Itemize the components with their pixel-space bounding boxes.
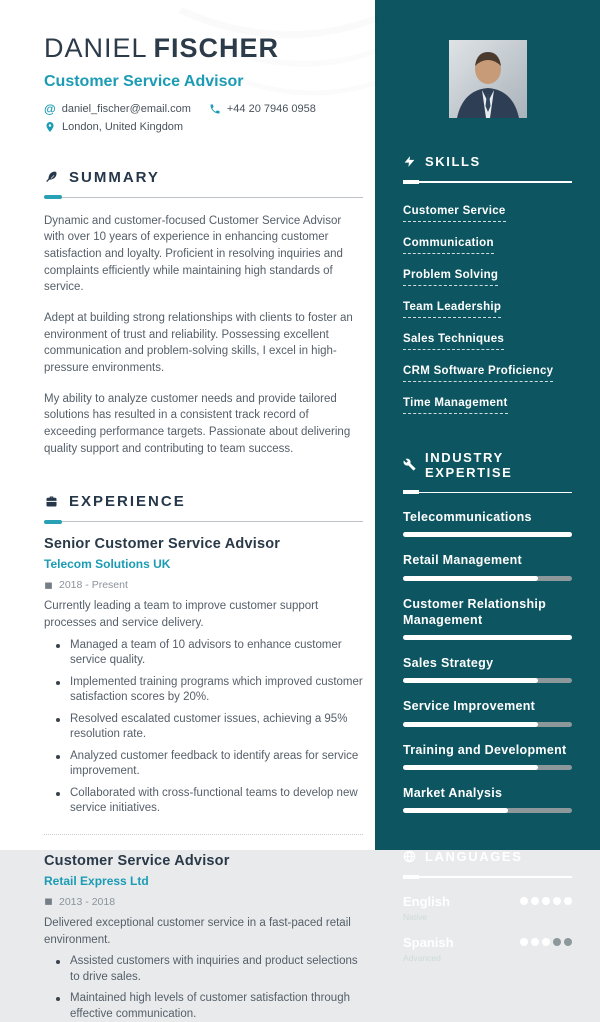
language-level-label: Native bbox=[403, 911, 428, 922]
job-company: Retail Express Ltd bbox=[44, 873, 149, 888]
level-dot bbox=[564, 897, 572, 905]
experience-rule bbox=[44, 521, 363, 522]
expertise-item bbox=[403, 785, 572, 813]
summary-paragraph: Adept at building strong relationships with clients to foster an environment of trust and reliability. Possessing excellent communication and problem-solving skills, I excel in high-pressure environments. bbox=[44, 312, 353, 375]
level-dot bbox=[564, 938, 572, 946]
briefcase-icon bbox=[44, 494, 59, 509]
job-bullet: Managed a team of 10 advisors to enhance customer service quality. bbox=[44, 638, 363, 669]
expertise-bar-fill bbox=[403, 765, 538, 770]
experience-heading bbox=[44, 493, 363, 510]
language-level-label: Advanced bbox=[403, 952, 441, 963]
skills-rule bbox=[403, 181, 572, 183]
profile-photo-image bbox=[449, 40, 527, 118]
lightning-icon bbox=[403, 155, 416, 168]
job-company: Telecom Solutions UK bbox=[44, 557, 171, 572]
expertise-bar-fill bbox=[403, 532, 572, 537]
language-level-dots bbox=[520, 938, 572, 946]
last-name: FISCHER bbox=[153, 33, 280, 63]
expertise-bar-track bbox=[403, 765, 572, 770]
location-pin-icon bbox=[44, 121, 56, 133]
contact-row-2 bbox=[44, 121, 363, 133]
experience-title: EXPERIENCE bbox=[69, 493, 186, 511]
quill-icon bbox=[44, 170, 59, 185]
profile-photo bbox=[449, 40, 527, 118]
experience-section bbox=[44, 493, 363, 1022]
job-bullets bbox=[44, 954, 363, 1022]
skill-item bbox=[403, 361, 572, 382]
skill-label: Team Leadership bbox=[403, 301, 501, 318]
at-icon: @ bbox=[44, 101, 56, 116]
expertise-label: Market Analysis bbox=[403, 785, 503, 800]
job-title: Customer Service Advisor bbox=[44, 852, 230, 869]
level-dot bbox=[520, 897, 528, 905]
candidate-title: Customer Service Advisor bbox=[44, 72, 244, 90]
phone-value[interactable]: +44 20 7946 0958 bbox=[226, 102, 316, 115]
expertise-item bbox=[403, 552, 572, 580]
expertise-bar-track bbox=[403, 678, 572, 683]
level-dot bbox=[531, 938, 539, 946]
expertise-bar-fill bbox=[403, 808, 508, 813]
language-row bbox=[403, 894, 572, 909]
level-dot bbox=[553, 938, 561, 946]
email-item bbox=[44, 103, 191, 115]
skill-label: Sales Techniques bbox=[403, 333, 504, 350]
language-item bbox=[403, 935, 572, 963]
expertise-rule bbox=[403, 492, 572, 494]
job-bullet: Resolved escalated customer issues, achieving a 95% resolution rate. bbox=[44, 712, 363, 743]
skill-label: Problem Solving bbox=[403, 269, 498, 286]
job-bullet: Assisted customers with inquiries and product selections to drive sales. bbox=[44, 954, 363, 985]
expertise-bar-track bbox=[403, 576, 572, 581]
calendar-icon bbox=[44, 897, 53, 906]
skills-list bbox=[403, 201, 572, 414]
expertise-label: Customer Relationship Management bbox=[403, 596, 547, 627]
expertise-bar-fill bbox=[403, 678, 538, 683]
skill-item bbox=[403, 393, 572, 414]
skill-item bbox=[403, 233, 572, 254]
jobs-list bbox=[44, 536, 363, 1022]
job-description: Delivered exceptional customer service in a fast-paced retail environment. bbox=[44, 916, 351, 946]
expertise-bar-track bbox=[403, 532, 572, 537]
location-value: London, United Kingdom bbox=[62, 120, 184, 133]
expertise-section bbox=[403, 450, 572, 814]
summary-title: SUMMARY bbox=[69, 168, 160, 186]
expertise-label: Telecommunications bbox=[403, 510, 532, 524]
contact-row-1 bbox=[44, 103, 363, 115]
expertise-item bbox=[403, 509, 572, 537]
skills-section bbox=[403, 154, 572, 414]
job-divider bbox=[44, 834, 363, 835]
expertise-list bbox=[403, 509, 572, 813]
expertise-heading bbox=[403, 450, 572, 480]
languages-title: LANGUAGES bbox=[425, 849, 523, 864]
job-dates bbox=[44, 896, 363, 908]
skill-item bbox=[403, 297, 572, 318]
job-bullet: Implemented training programs which improved customer satisfaction scores by 20%. bbox=[44, 675, 363, 706]
skill-label: Time Management bbox=[403, 397, 508, 414]
skill-label: Communication bbox=[403, 237, 494, 254]
language-level-dots bbox=[520, 897, 572, 905]
summary-section bbox=[44, 169, 363, 458]
languages-heading bbox=[403, 849, 572, 864]
languages-section bbox=[403, 849, 572, 963]
job-dates-text: 2013 - 2018 bbox=[59, 895, 116, 908]
location-item bbox=[44, 121, 183, 133]
expertise-item bbox=[403, 596, 572, 641]
job-bullet: Collaborated with cross-functional teams to develop new service initiatives. bbox=[44, 786, 363, 817]
job-bullet: Analyzed customer feedback to identify areas for service improvement. bbox=[44, 749, 363, 780]
expertise-label: Retail Management bbox=[403, 553, 523, 568]
sidebar bbox=[375, 0, 600, 963]
contact-block bbox=[44, 103, 363, 133]
phone-item bbox=[209, 103, 316, 115]
level-dot bbox=[531, 897, 539, 905]
skill-item bbox=[403, 201, 572, 222]
phone-icon bbox=[209, 103, 221, 115]
skill-label: CRM Software Proficiency bbox=[403, 365, 553, 382]
summary-paragraph: Dynamic and customer-focused Customer Service Advisor with over 10 years of experience in enhancing customer satisfaction and loyalty. Proficient in resolving inquiries and complaints efficiently while maintaining high standards of service. bbox=[44, 214, 343, 294]
summary-paragraph: My ability to analyze customer needs and provide tailored solutions has resulted in a consistent track record of exceeding performance targets. Passionate about delivering quality support and contributing to team success. bbox=[44, 392, 351, 455]
expertise-bar-track bbox=[403, 635, 572, 640]
expertise-item bbox=[403, 698, 572, 726]
globe-icon bbox=[403, 850, 416, 863]
expertise-item bbox=[403, 655, 572, 683]
language-name: Spanish bbox=[403, 934, 454, 950]
expertise-label: Service Improvement bbox=[403, 699, 536, 714]
expertise-bar-fill bbox=[403, 722, 538, 727]
expertise-title: INDUSTRY EXPERTISE bbox=[425, 449, 513, 480]
skills-heading bbox=[403, 154, 572, 169]
job-bullet: Maintained high levels of customer satisfaction through effective communication. bbox=[44, 991, 363, 1022]
languages-list bbox=[403, 894, 572, 963]
language-item bbox=[403, 894, 572, 922]
skill-label: Customer Service bbox=[403, 205, 506, 222]
summary-body bbox=[44, 213, 363, 458]
summary-rule bbox=[44, 197, 363, 198]
languages-rule bbox=[403, 876, 572, 878]
calendar-icon bbox=[44, 581, 53, 590]
job-bullets bbox=[44, 638, 363, 817]
job-entry bbox=[44, 536, 363, 817]
expertise-bar-fill bbox=[403, 576, 538, 581]
level-dot bbox=[542, 897, 550, 905]
wrench-icon bbox=[403, 458, 416, 471]
language-name: English bbox=[403, 893, 450, 909]
job-title: Senior Customer Service Advisor bbox=[44, 536, 281, 553]
expertise-bar-fill bbox=[403, 635, 572, 640]
level-dot bbox=[520, 938, 528, 946]
job-dates-text: 2018 - Present bbox=[59, 579, 128, 592]
skill-item bbox=[403, 265, 572, 286]
level-dot bbox=[553, 897, 561, 905]
job-dates bbox=[44, 579, 363, 591]
expertise-label: Training and Development bbox=[403, 742, 567, 757]
job-description: Currently leading a team to improve customer support processes and service delivery. bbox=[44, 600, 319, 630]
candidate-name bbox=[44, 34, 363, 64]
skill-item bbox=[403, 329, 572, 350]
language-row bbox=[403, 935, 572, 950]
expertise-label: Sales Strategy bbox=[403, 656, 494, 670]
expertise-item bbox=[403, 742, 572, 770]
skills-title: SKILLS bbox=[425, 154, 481, 169]
email-value[interactable]: daniel_fischer@email.com bbox=[61, 102, 191, 115]
job-entry bbox=[44, 853, 363, 1022]
expertise-bar-track bbox=[403, 808, 572, 813]
level-dot bbox=[542, 938, 550, 946]
expertise-bar-track bbox=[403, 722, 572, 727]
summary-heading bbox=[44, 169, 363, 186]
first-name: DANIEL bbox=[44, 33, 148, 63]
